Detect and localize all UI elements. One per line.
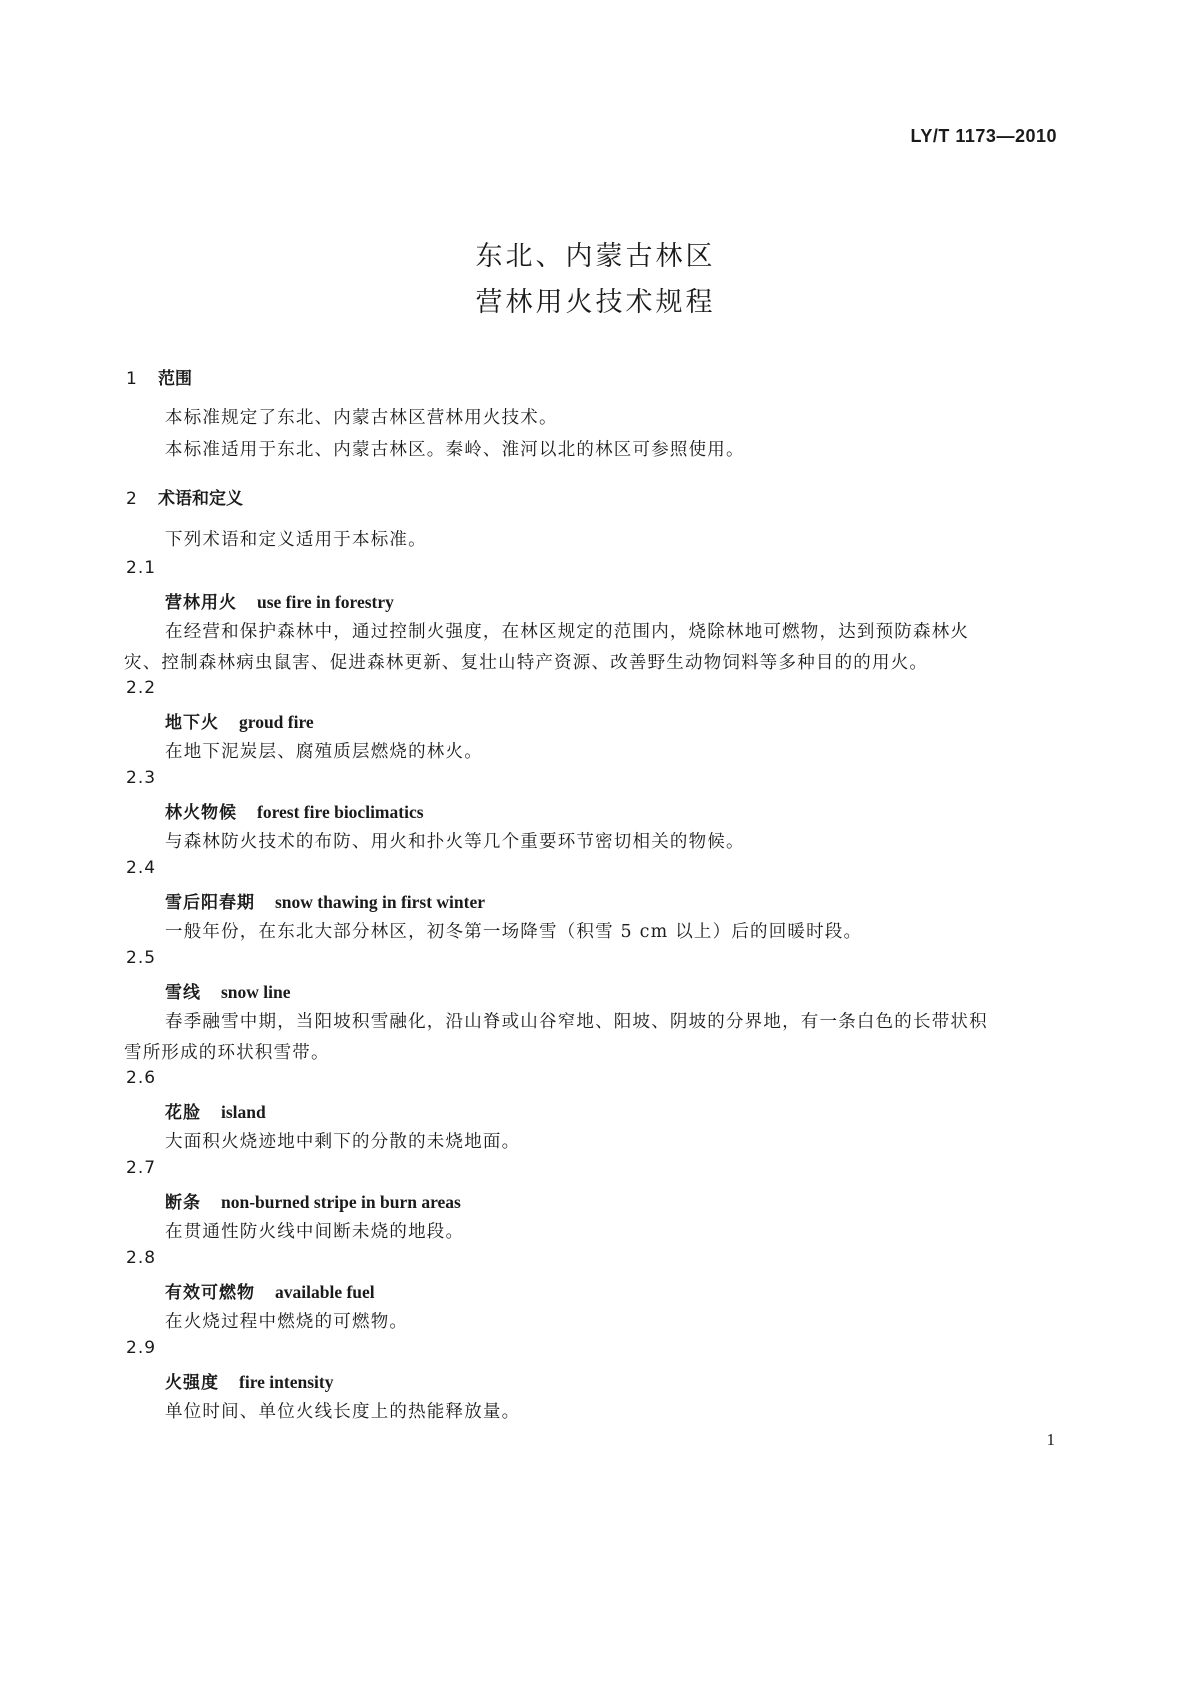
term-number: 2.8 bbox=[126, 1248, 157, 1268]
term-zh: 花脸 bbox=[165, 1103, 201, 1123]
term-definition: 大面积火烧迹地中剩下的分散的未烧地面。 bbox=[165, 1132, 521, 1152]
page-number: 1 bbox=[1046, 1430, 1055, 1449]
term-definition: 一般年份，在东北大部分林区，初冬第一场降雪（积雪 5 cm 以上）后的回暖时段。 bbox=[165, 922, 863, 942]
paragraph: 本标准规定了东北、内蒙古林区营林用火技术。 bbox=[165, 408, 558, 428]
term-heading bbox=[165, 1188, 461, 1213]
term-number: 2.2 bbox=[126, 678, 157, 698]
term-zh: 雪线 bbox=[165, 983, 201, 1003]
term-heading bbox=[165, 888, 485, 913]
term-definition: 与森林防火技术的布防、用火和扑火等几个重要环节密切相关的物候。 bbox=[165, 832, 745, 852]
standard-code: LY/T 1173—2010 bbox=[910, 126, 1057, 146]
term-number: 2.6 bbox=[126, 1068, 157, 1088]
section-title: 范围 bbox=[158, 369, 192, 389]
term-zh: 地下火 bbox=[165, 713, 219, 733]
term-zh: 营林用火 bbox=[165, 593, 237, 613]
term-en: available fuel bbox=[275, 1282, 375, 1302]
term-zh: 断条 bbox=[165, 1193, 201, 1213]
term-definition: 单位时间、单位火线长度上的热能释放量。 bbox=[165, 1402, 521, 1422]
term-definition: 在贯通性防火线中间断未烧的地段。 bbox=[165, 1222, 465, 1242]
document-title-line1: 东北、内蒙古林区 bbox=[475, 241, 716, 272]
term-heading bbox=[165, 1098, 266, 1123]
term-definition: 在地下泥炭层、腐殖质层燃烧的林火。 bbox=[165, 742, 483, 762]
term-number: 2.4 bbox=[126, 858, 157, 878]
term-en: fire intensity bbox=[239, 1372, 334, 1392]
term-heading bbox=[165, 708, 314, 733]
term-definition: 在经营和保护森林中，通过控制火强度，在林区规定的范围内，烧除林地可燃物，达到预防森林火 bbox=[165, 622, 970, 642]
term-en: island bbox=[221, 1102, 266, 1122]
term-heading bbox=[165, 978, 291, 1003]
term-number: 2.5 bbox=[126, 948, 157, 968]
term-zh: 有效可燃物 bbox=[165, 1283, 255, 1303]
term-en: snow line bbox=[221, 982, 291, 1002]
term-heading bbox=[165, 588, 394, 613]
term-en: use fire in forestry bbox=[257, 592, 394, 612]
paragraph: 本标准适用于东北、内蒙古林区。秦岭、淮河以北的林区可参照使用。 bbox=[165, 440, 745, 460]
term-number: 2.7 bbox=[126, 1158, 157, 1178]
term-en: groud fire bbox=[239, 712, 314, 732]
section-number: 2 bbox=[126, 489, 137, 509]
term-heading bbox=[165, 1278, 375, 1303]
term-zh: 林火物候 bbox=[165, 803, 237, 823]
section-heading-terms bbox=[126, 484, 243, 509]
term-zh: 雪后阳春期 bbox=[165, 893, 255, 913]
term-definition-cont: 雪所形成的环状积雪带。 bbox=[124, 1043, 330, 1063]
term-zh: 火强度 bbox=[165, 1373, 219, 1393]
term-heading bbox=[165, 798, 424, 823]
term-en: non-burned stripe in burn areas bbox=[221, 1192, 461, 1212]
term-definition: 在火烧过程中燃烧的可燃物。 bbox=[165, 1312, 409, 1332]
term-en: snow thawing in first winter bbox=[275, 892, 486, 912]
paragraph: 下列术语和定义适用于本标准。 bbox=[165, 530, 427, 550]
section-title: 术语和定义 bbox=[158, 489, 243, 509]
section-heading-scope bbox=[126, 364, 192, 389]
term-en: forest fire bioclimatics bbox=[257, 802, 424, 822]
document-title-line2: 营林用火技术规程 bbox=[475, 287, 716, 318]
section-number: 1 bbox=[126, 369, 137, 389]
term-definition: 春季融雪中期，当阳坡积雪融化，沿山脊或山谷窄地、阳坡、阴坡的分界地，有一条白色的长带状积 bbox=[165, 1012, 988, 1032]
term-heading bbox=[165, 1368, 333, 1393]
term-number: 2.1 bbox=[126, 558, 157, 578]
term-number: 2.9 bbox=[126, 1338, 157, 1358]
term-number: 2.3 bbox=[126, 768, 157, 788]
term-definition-cont: 灾、控制森林病虫鼠害、促进森林更新、复壮山特产资源、改善野生动物饲料等多种目的的用火。 bbox=[124, 653, 929, 673]
